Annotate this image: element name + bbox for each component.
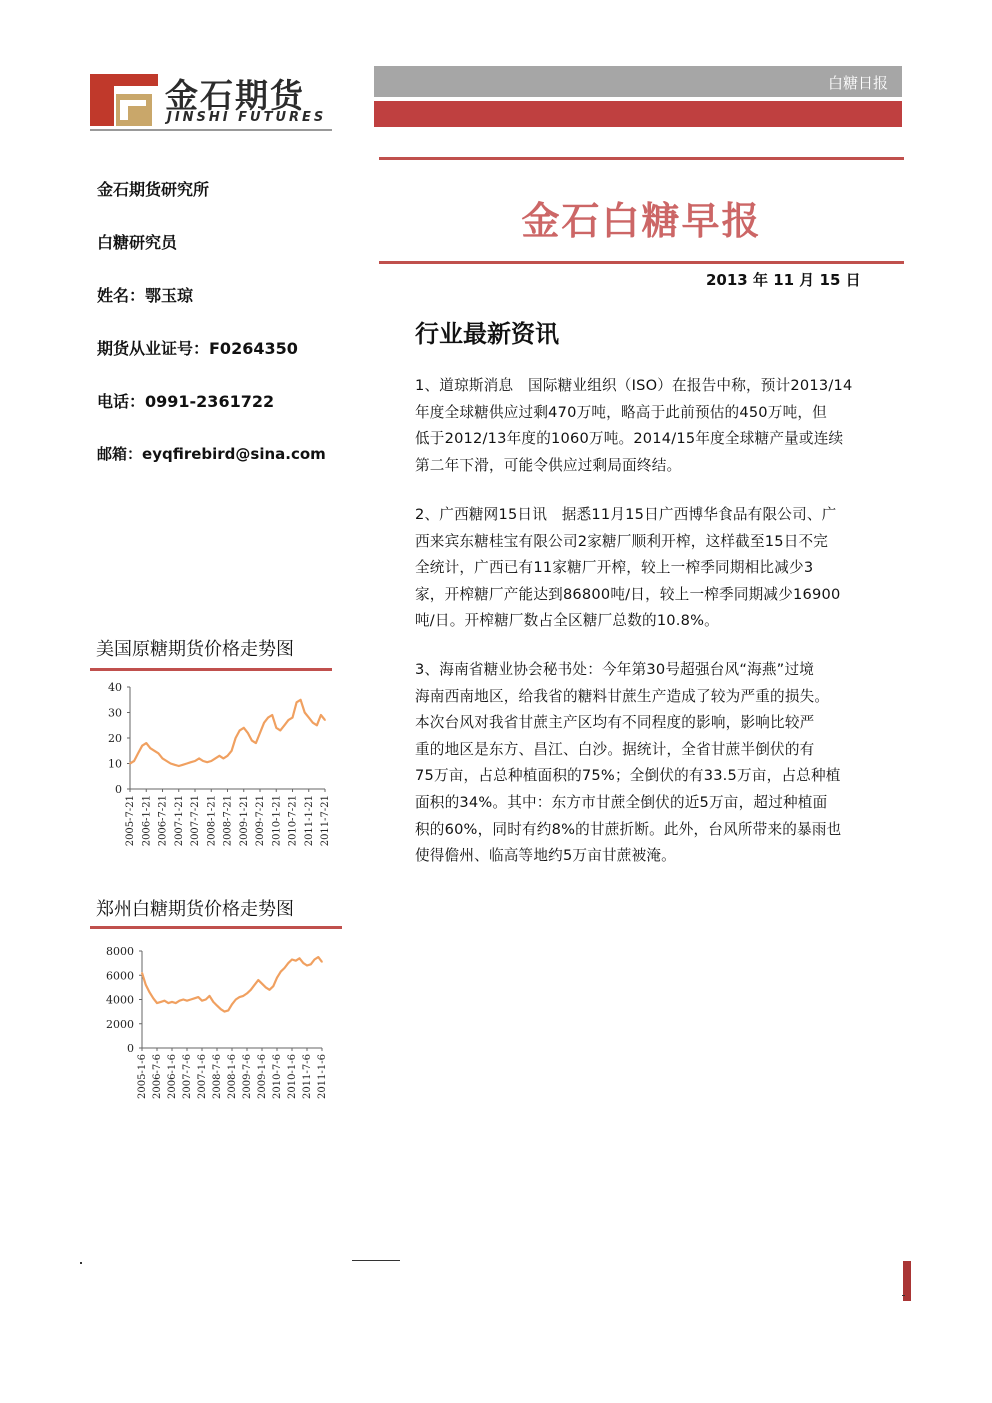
price-point	[261, 983, 263, 985]
footer-mark	[80, 1262, 82, 1264]
price-point	[271, 714, 273, 716]
news-paragraph-3	[415, 657, 893, 870]
price-point	[239, 996, 241, 998]
y-tick-label: 10	[108, 757, 122, 771]
price-point	[198, 996, 200, 998]
price-point	[243, 727, 245, 729]
price-point	[160, 1001, 162, 1003]
x-tick-label: 2011-7-21	[320, 795, 331, 847]
y-tick-label: 8000	[106, 945, 134, 958]
price-point	[141, 972, 143, 974]
price-point	[310, 964, 312, 966]
price-point	[224, 1011, 226, 1013]
price-point	[308, 717, 310, 719]
x-tick-label: 2008-1-21	[206, 795, 218, 847]
price-point	[175, 1002, 177, 1004]
price-point	[269, 989, 271, 991]
news-line: 吨/日。开榨糖厂数占全区糖厂总数的10.8%。	[415, 612, 719, 630]
x-tick-label: 2010-7-21	[287, 795, 299, 847]
x-tick-label: 2009-7-21	[255, 795, 266, 847]
price-point	[291, 959, 293, 961]
footer-mark	[902, 1295, 905, 1296]
news-line: 使得儋州、临高等地约5万亩甘蔗被淹。	[415, 847, 676, 865]
header-gray-bar	[374, 66, 902, 97]
y-tick-label: 2000	[106, 1017, 134, 1031]
price-point	[299, 958, 301, 960]
y-tick-label: 4000	[106, 993, 134, 1007]
price-point	[194, 998, 196, 1000]
price-point	[170, 763, 172, 765]
x-tick-label: 2005-1-6	[137, 1054, 148, 1099]
price-point	[258, 979, 260, 981]
email-value: eyqfirebird@sina.com	[142, 445, 326, 463]
price-point	[280, 971, 282, 973]
chart-us-sugar	[90, 675, 332, 865]
x-tick-label: 2006-1-21	[141, 795, 153, 847]
y-tick-label: 20	[108, 732, 122, 745]
news-line: 低于2012/13年度的1060万吨。2014/15年度全球糖产量或连续	[415, 430, 844, 448]
y-tick-label: 0	[115, 783, 122, 796]
price-point	[186, 763, 188, 765]
x-tick-label: 2008-7-21	[222, 795, 234, 847]
news-line: 1、道琼斯消息 国际糖业组织（ISO）在报告中称，预计2013/14	[415, 377, 853, 394]
sidebar-role: 白糖研究员	[97, 233, 178, 252]
x-tick-label: 2009-1-21	[238, 795, 250, 847]
price-point	[182, 764, 184, 766]
price-point	[205, 999, 207, 1001]
price-point	[133, 760, 135, 762]
price-point	[318, 956, 320, 958]
price-point	[235, 737, 237, 739]
price-point	[141, 745, 143, 747]
sidebar-institute: 金石期货研究所	[97, 180, 210, 199]
price-point	[162, 758, 164, 760]
chart-title-rule	[90, 926, 342, 929]
price-point	[178, 765, 180, 767]
price-point	[273, 985, 275, 987]
price-point	[231, 1004, 233, 1006]
x-tick-label: 2010-1-21	[271, 795, 283, 847]
price-point	[259, 732, 261, 734]
price-point	[194, 760, 196, 762]
chart-title-zz-sugar: 郑州白糖期货价格走势图	[96, 899, 294, 920]
price-point	[158, 753, 160, 755]
x-tick-label: 2007-7-6	[182, 1054, 193, 1099]
news-line: 本次台风对我省甘蔗主产区均有不同程度的影响，影响比较严	[415, 714, 815, 732]
price-point	[156, 1002, 158, 1004]
price-point	[228, 1010, 230, 1012]
price-point	[280, 730, 282, 732]
news-line: 全统计，广西已有11家糖厂开榨，较上一榨季同期相比减少3	[415, 559, 814, 577]
price-point	[198, 758, 200, 760]
price-point	[164, 1000, 166, 1002]
price-point	[154, 750, 156, 752]
x-tick-label: 2006-7-6	[152, 1054, 163, 1099]
x-tick-label: 2011-1-21	[303, 795, 315, 847]
price-point	[137, 753, 139, 755]
news-paragraph-1	[415, 373, 893, 479]
price-point	[215, 758, 217, 760]
price-point	[255, 742, 257, 744]
price-point	[183, 999, 185, 1001]
price-point	[288, 719, 290, 721]
price-point	[223, 758, 225, 760]
chart-title-us-sugar: 美国原糖期货价格走势图	[96, 639, 294, 660]
sidebar-email	[97, 443, 326, 464]
price-point	[321, 961, 323, 963]
email-label: 邮箱：	[97, 445, 143, 463]
price-point	[179, 1000, 181, 1002]
price-point	[211, 760, 213, 762]
x-tick-label: 2009-7-6	[242, 1054, 253, 1099]
price-point	[295, 960, 297, 962]
chart-zz-sugar	[90, 935, 342, 1120]
x-tick-label: 2010-1-6	[287, 1054, 298, 1099]
x-tick-label: 2007-7-21	[190, 795, 201, 847]
price-point	[220, 1008, 222, 1010]
price-point	[306, 965, 308, 967]
news-line: 年度全球糖供应过剩470万吨，略高于此前预估的450万吨，但	[415, 403, 827, 421]
logo-divider	[90, 129, 332, 131]
logo-text-en: JINSHI FUTURES	[167, 110, 327, 125]
price-point	[166, 760, 168, 762]
price-point	[202, 760, 204, 762]
news-line: 海南西南地区，给我省的糖料甘蔗生产造成了较为严重的损失。	[415, 687, 830, 705]
price-point	[265, 987, 267, 989]
price-point	[174, 764, 176, 766]
price-point	[129, 763, 131, 765]
price-point	[284, 967, 286, 969]
sidebar-name: 姓名：鄂玉琼	[97, 286, 194, 305]
price-point	[251, 740, 253, 742]
price-point	[216, 1005, 218, 1007]
price-point	[145, 984, 147, 986]
chart-zz-sugar-svg	[90, 935, 342, 1120]
news-line: 面积的34%。其中：东方市甘蔗全倒伏的近5万亩，超过种植面	[415, 793, 828, 811]
x-tick-label: 2005-7-21	[125, 795, 136, 847]
title-bottom-rule	[379, 261, 904, 264]
chart-us-sugar-svg	[90, 675, 332, 865]
price-point	[246, 993, 248, 995]
price-point	[201, 1000, 203, 1002]
footer-divider	[352, 1260, 400, 1261]
y-tick-label: 6000	[106, 969, 134, 983]
price-point	[324, 719, 326, 721]
price-point	[153, 998, 155, 1000]
price-point	[276, 727, 278, 729]
x-tick-label: 2008-1-6	[227, 1054, 238, 1099]
price-point	[239, 730, 241, 732]
news-line: 75万亩，占总种植面积的75%；全倒伏的有33.5万亩，占总种植	[415, 767, 841, 785]
company-logo-mark	[90, 74, 158, 126]
title-top-rule	[379, 157, 904, 160]
price-point	[247, 732, 249, 734]
news-line: 西来宾东糖桂宝有限公司2家糖厂顺利开榨，这样截至15日不完	[415, 532, 829, 550]
price-point	[168, 1002, 170, 1004]
price-point	[267, 717, 269, 719]
price-point	[209, 995, 211, 997]
logo-text-cn: 金石期货	[165, 76, 305, 115]
price-point	[243, 995, 245, 997]
price-point	[227, 755, 229, 757]
y-tick-label: 30	[108, 706, 122, 720]
price-point	[320, 714, 322, 716]
news-line: 第二年下滑，可能令供应过剩局面终结。	[415, 456, 682, 474]
y-tick-label: 0	[127, 1042, 134, 1055]
news-line: 家，开榨糖厂产能达到86800吨/日，较上一榨季同期减少16900	[415, 585, 841, 603]
x-tick-label: 2008-7-6	[212, 1054, 223, 1099]
price-point	[219, 755, 221, 757]
report-title: 金石白糖早报	[521, 199, 762, 243]
price-point	[254, 984, 256, 986]
price-point	[314, 959, 316, 961]
price-point	[231, 750, 233, 752]
news-paragraph-2	[415, 502, 893, 635]
price-point	[171, 1001, 173, 1003]
price-point	[263, 722, 265, 724]
price-point	[284, 725, 286, 727]
price-point	[235, 999, 237, 1001]
price-point	[292, 717, 294, 719]
header-red-bar	[374, 101, 902, 127]
price-point	[296, 702, 298, 704]
sidebar-license: 期货从业证号：F0264350	[97, 339, 298, 358]
x-tick-label: 2010-7-6	[272, 1054, 283, 1099]
report-type-label: 白糖日报	[827, 74, 888, 92]
x-tick-label: 2009-1-6	[257, 1054, 268, 1099]
x-tick-label: 2006-7-21	[157, 795, 169, 847]
chart-title-rule	[90, 668, 332, 671]
price-point	[316, 725, 318, 727]
news-line: 2、广西糖网15日讯 据悉11月15日广西博华食品有限公司、广	[415, 506, 837, 523]
x-tick-label: 2007-1-6	[197, 1054, 208, 1099]
report-date: 2013 年 11 月 15 日	[706, 271, 861, 289]
price-point	[300, 699, 302, 701]
price-point	[250, 989, 252, 991]
news-line: 3、海南省糖业协会秘书处：今年第30号超强台风“海燕”过境	[415, 661, 815, 678]
price-point	[206, 761, 208, 763]
y-tick-label: 40	[108, 681, 122, 694]
price-point	[276, 977, 278, 979]
x-tick-label: 2011-7-6	[302, 1054, 313, 1099]
price-point	[146, 742, 148, 744]
price-point	[150, 747, 152, 749]
price-point	[312, 722, 314, 724]
price-point	[190, 999, 192, 1001]
sidebar-phone: 电话：0991-2361722	[97, 392, 275, 411]
price-point	[304, 712, 306, 714]
price-point	[303, 962, 305, 964]
price-point	[288, 962, 290, 964]
news-line: 积的60%，同时有约8%的甘蔗折断。此外，台风所带来的暴雨也	[415, 820, 842, 838]
price-point	[213, 1001, 215, 1003]
price-point	[186, 1000, 188, 1002]
news-line: 重的地区是东方、昌江、白沙。据统计，全省甘蔗半倒伏的有	[415, 740, 815, 758]
x-tick-label: 2011-1-6	[317, 1054, 328, 1099]
x-tick-label: 2007-1-21	[173, 795, 185, 847]
section-title: 行业最新资讯	[415, 320, 559, 348]
x-tick-label: 2006-1-6	[167, 1054, 178, 1099]
price-point	[190, 761, 192, 763]
price-point	[149, 991, 151, 993]
